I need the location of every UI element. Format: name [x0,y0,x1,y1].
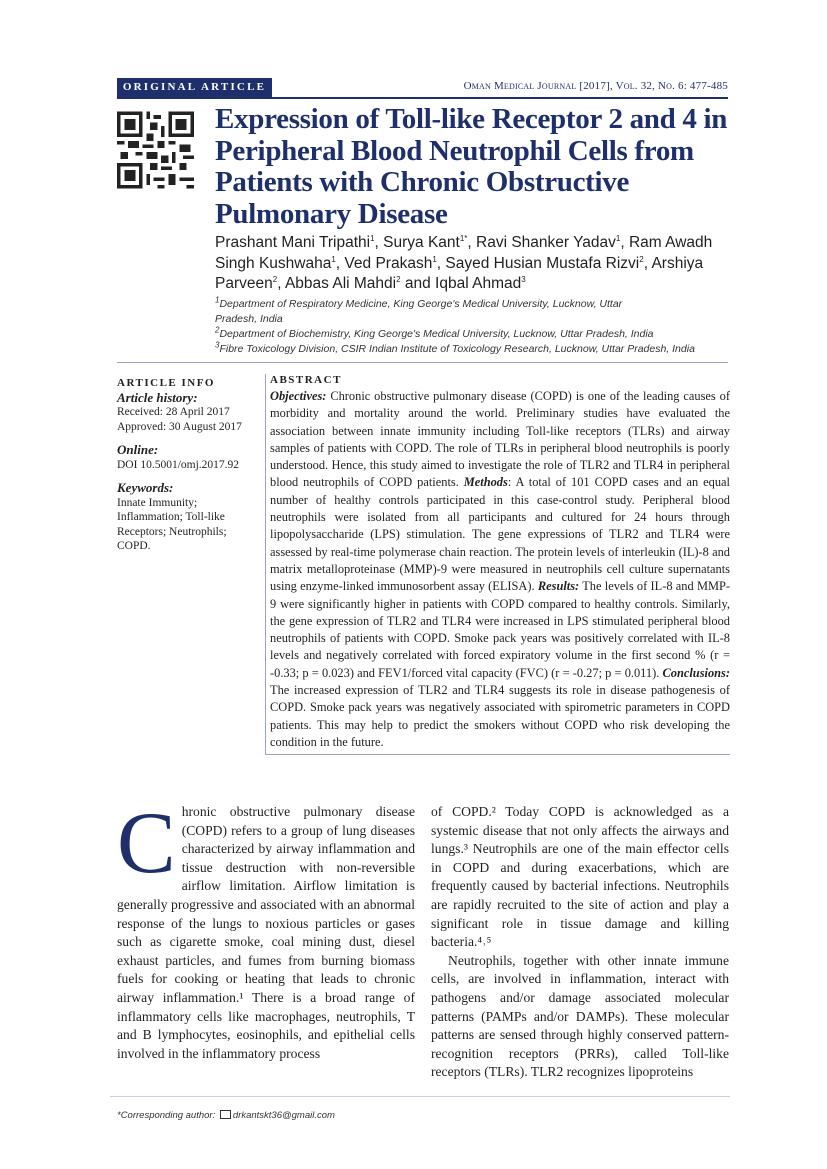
author-affiliation-mark: 2 [272,274,278,284]
affiliation [215,327,730,342]
objectives-label: Objectives: [270,389,327,403]
doi[interactable]: DOI 10.5001/omj.2017.92 [117,458,240,471]
affiliation-text: Fibre Toxicology Division, CSIR Indian Institute of Toxicology Research, Lucknow, Uttar Pradesh, India [219,342,695,355]
corresponding-label: *Corresponding author: [117,1110,218,1121]
keywords: Innate Immunity; Inflammation; Toll-like Receptors; Neutrophils; COPD. [117,496,227,552]
methods-label: Methods [463,475,508,490]
history-label: Article history: [117,389,198,405]
article-title: Expression of Toll-like Receptor 2 and 4 in Peripheral Blood Neutrophil Cells from Patients with Chronic Obstructive Pulmonary Disease [215,103,728,230]
conclusions-text: The increased expression of TLR2 and TLR4 suggests its role in disease pathogenesis of COPD. Smoke pack years was negatively associated with spirometric parameters in COPD patients. This may help to predict the smokers without COPD who risk developing the condition in the future. [270,683,730,749]
conclusions-label: Conclusions: [662,665,730,680]
affiliations [215,297,730,357]
body-paragraph: hronic obstructive pulmonary disease (COPD) refers to a group of lung diseases characterized by airway inflammation and tissue destruction with non-reversible airflow limitation. Airflow limitation is generally progressive and associated with an abnormal response of the lungs to noxious particles or gases such as cigarette smoke, coal mining dust, diesel exhaust particles, and fumes from burning biomass fuels for cooking or heating that leads to chronic airway inflammation.¹ There is a broad range of inflammatory cells like macrophages, neutrophils, T and B lymphocytes, eosinophils, and epithelial cells involved in the inflammatory process [117,804,415,1061]
author-name: Sayed Husian Mustafa Rizvi [445,254,640,272]
author-name: Ravi Shanker Yadav [476,234,616,251]
body-column-left [117,795,415,1063]
qr-code-icon [117,110,194,190]
title-block [215,104,730,357]
approved-date: Approved: 30 August 2017 [117,420,242,433]
body-column-right [431,803,729,1082]
affiliation [215,342,730,357]
author-affiliation-mark: 1 [370,233,375,243]
header-divider [117,97,728,99]
journal-citation: Oman Medical Journal [2017], Vol. 32, No. 6: 477-485 [463,80,728,92]
article-info [117,376,257,554]
keywords-label: Keywords: [117,480,174,495]
author-name: Ved Prakash [344,254,433,272]
affiliation-mark: 2 [215,325,220,334]
affiliation-text: Department of Biochemistry, King George's Medical University, Lucknow, Uttar Pradesh, India [219,327,654,340]
author-name: Ram Awadh Singh Kushwaha [215,234,713,272]
body-paragraph: Neutrophils, together with other innate immune cells, are involved in inflammation, interact with pathogens and/or damage associated molecular patterns (PAMPs and/or DAMPs). These molecular patterns are sensed through highly conserved pattern-recognition receptors (PRRs), called Toll-like receptors (TLRs). TLR2 recognizes lipoproteins [431,952,729,1080]
results-label: Results: [537,579,580,594]
abstract-heading: ABSTRACT [270,374,342,386]
results-text: The levels of IL-8 and MMP-9 were significantly higher in patients with COPD compared to healthy controls. Similarly, the gene expression of TLR2 and TLR4 were increased in LPS stimulated peripheral blood neutrophils of patients with COPD. Smoke pack years was positively correlated with IL-8 levels and negatively correlated with forced expiratory volume in the first second % (r = -0.33; p = 0.023) and FEV1/forced vital capacity (FVC) (r = -0.27; p = 0.011). [270,579,730,680]
objectives-text: Chronic obstructive pulmonary disease (COPD) is one of the leading causes of morbidity and mortality around the world. Preliminary studies have evaluated the association between innate immunity including Toll-like receptors (TLRs) and airway samples of patients with COPD. The role of TLRs in peripheral blood neutrophils is poorly understood. Hence, this study aimed to investigate the role of TLR2 and TLR4 in peripheral blood neutrophils of COPD patients. [270,389,730,490]
received-date: Received: 28 April 2017 [117,406,230,418]
author-affiliation-mark: 1 [331,254,336,264]
affiliation [215,297,635,327]
body-paragraph: of COPD.² Today COPD is acknowledged as a systemic disease that not only affects the airways and lungs.³ Neutrophils are one of the main effector cells in COPD and during exacerbations, which are frequently caused by bacterial infections. Neutrophils are rapidly recruited to the site of action and play a significant role in tissue damage and killing bacteria.⁴˒⁵ [431,804,729,950]
author-name: Iqbal Ahmad [435,275,522,292]
abstract [265,374,730,755]
author-affiliation-mark: 1 [432,254,437,264]
author-list: Prashant Mani Tripathi$^1$, Surya Kant$^{1*}$, Ravi Shanker Yadav$^1$, Ram Awadh Singh Kushwaha$^1$, Ved Prakash$^1$, Sayed Husian Mustafa Rizvi$^2$, Arshiya Parveen$^2$, Abbas Ali Mahdi$^2$ and Iqbal Ahmad$^3$ [215,233,713,292]
author-name: Abbas Ali Mahdi [284,275,397,292]
author-affiliation-mark: 3 [521,274,526,284]
author-email[interactable]: drkantskt36@gmail.com [232,1110,335,1121]
methods-text: : A total of 101 COPD cases and an equal number of healthy controls participated in this case-control study. Peripheral blood neutrophils were isolated from all participants and cultured for 24 hours through lipopolysaccharide (LPS) stimulation. The gene expressions of TLR2 and TLR4 were assessed by real-time polymerase chain reaction. The protein levels of interleukin (IL)-8 and matrix metalloproteinase (MMP)-9 were measured in neutrophils cell culture supernatants using enzyme-linked immunosorbent assay (ELISA). [270,475,730,594]
envelope-icon [220,1110,231,1119]
article-info-heading: ARTICLE INFO [117,377,215,389]
online-label: Online: [117,442,159,457]
affiliation-text: Department of Respiratory Medicine, King George's Medical University, Lucknow, Uttar Pradesh, India [215,297,623,325]
abstract-text [270,388,730,751]
author-name: Prashant Mani Tripathi [215,234,371,251]
affiliation-mark: 3 [215,340,220,349]
author-affiliation-mark: 1 [615,233,621,243]
affiliation-mark: 1 [215,295,220,304]
author-name: Arshiya Parveen [215,254,704,292]
author-affiliation-mark: 2 [639,254,644,264]
section-divider [117,362,728,363]
author-name: Surya Kant [383,234,460,251]
corresponding-author [117,1110,335,1121]
author-affiliation-mark: 1* [459,233,468,243]
footer-divider [110,1096,730,1097]
article-type-badge: ORIGINAL ARTICLE [117,78,272,97]
drop-cap: C [117,795,176,892]
author-affiliation-mark: 2 [396,274,401,284]
